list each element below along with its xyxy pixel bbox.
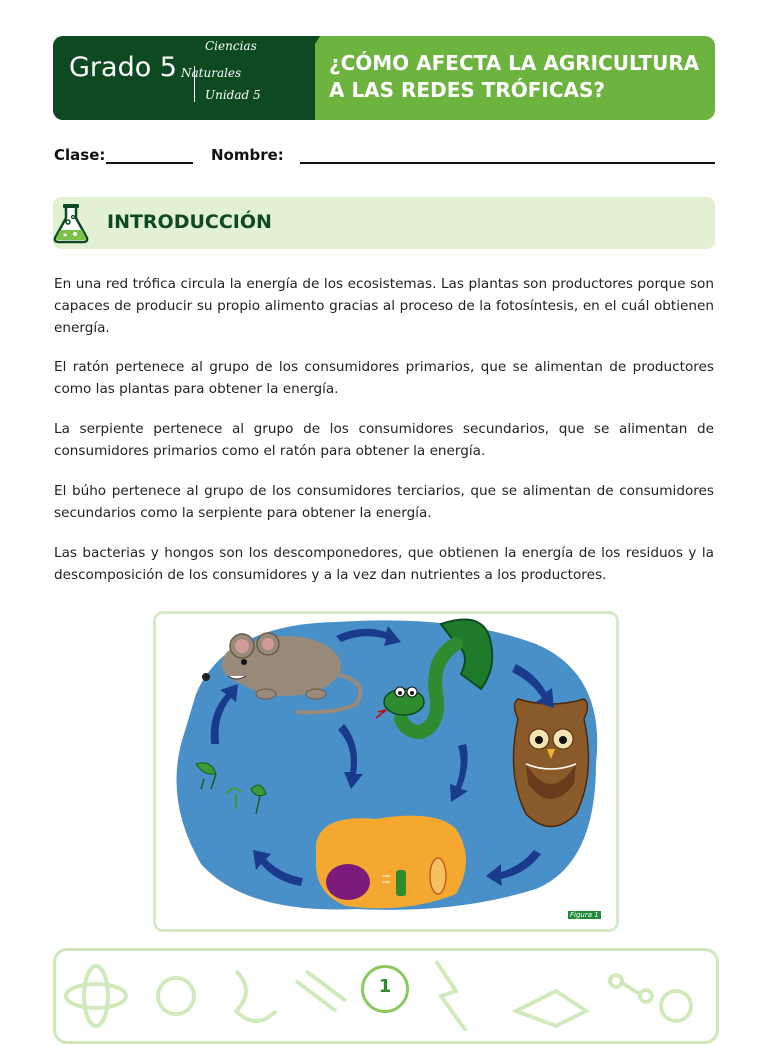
paragraph-2: El ratón pertenece al grupo de los consumidores primarios, que se alimentan de productores como las plantas para obtener la energía. — [54, 359, 714, 397]
nombre-label: Nombre: — [211, 146, 284, 164]
food-web-figure — [153, 611, 619, 932]
paragraph-4: El búho pertenece al grupo de los consumidores terciarios, que se alimentan de consumidores secundarios como la serpiente para obtener la energía. — [54, 483, 714, 521]
clase-field[interactable] — [106, 162, 193, 164]
food-web-illustration — [156, 614, 616, 929]
section-title: INTRODUCCIÓN — [107, 211, 272, 233]
paragraph-1: En una red trófica circula la energía de los ecosistemas. Las plantas son productores porque son capaces de producir su propio alimento gracias al proceso de la fotosíntesis, en el cuál obtienen energía. — [54, 276, 714, 336]
flask-icon — [51, 202, 91, 244]
header-banner — [53, 36, 715, 120]
subject-line-3: Unidad 5 — [205, 88, 261, 102]
paragraph-3: La serpiente pertenece al grupo de los consumidores secundarios, que se alimentan de consumidores primarios como el ratón para obtener la energía. — [54, 421, 714, 459]
page-number: 1 — [378, 976, 392, 997]
page-title — [329, 50, 709, 104]
page-title-line-2: A LAS REDES TRÓFICAS? — [329, 78, 606, 102]
clase-label: Clase: — [54, 146, 106, 164]
grade-label: Grado 5 — [69, 52, 177, 83]
figure-label: Figura 1 — [570, 911, 599, 919]
paragraph-5: Las bacterias y hongos son los descomponedores, que obtienen la energía de los residuos y la descomposición de los consumidores y a la vez dan nutrientes a los productores. — [54, 545, 714, 583]
subject-line-1: Ciencias — [205, 39, 257, 53]
decomposers-icon — [316, 816, 466, 909]
nombre-field[interactable] — [300, 162, 715, 164]
subject-line-2: Naturales — [181, 66, 242, 80]
owl-icon — [514, 699, 589, 827]
page-title-line-1: ¿CÓMO AFECTA LA AGRICULTURA — [329, 51, 700, 75]
